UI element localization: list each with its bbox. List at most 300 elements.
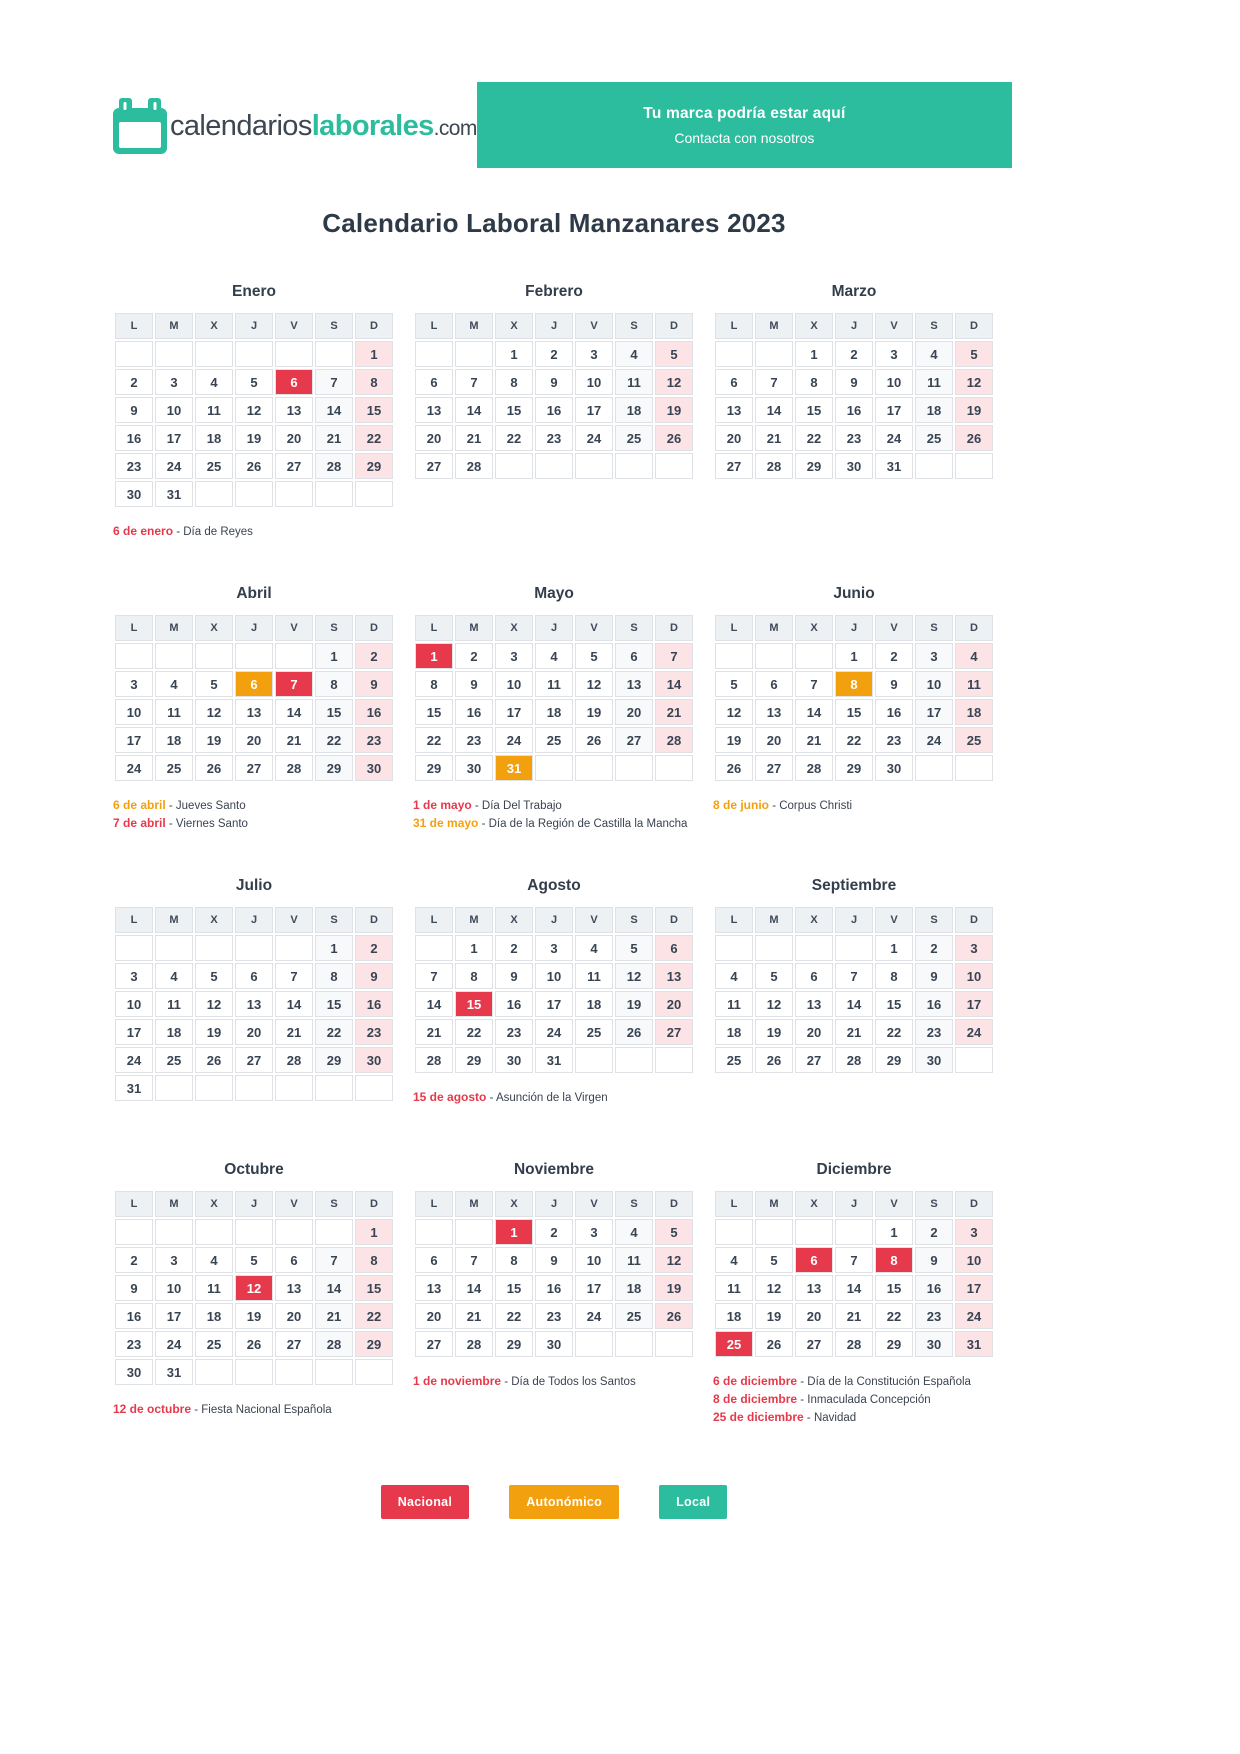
- empty-cell: [195, 1359, 233, 1385]
- holiday-note: 6 de diciembre - Día de la Constitución Española: [713, 1374, 971, 1388]
- day-cell: 19: [715, 727, 753, 753]
- month-notes: [113, 1401, 395, 1419]
- day-cell: 21: [315, 1303, 353, 1329]
- day-cell: 5: [755, 1247, 793, 1273]
- holiday-note-date: 6 de abril: [113, 798, 166, 812]
- weekday-header: J: [835, 907, 873, 933]
- day-cell: 23: [455, 727, 493, 753]
- day-cell: 26: [655, 1303, 693, 1329]
- month-title: Noviembre: [513, 1161, 595, 1178]
- day-cell: 30: [535, 1331, 573, 1357]
- calendar-table: [113, 311, 395, 509]
- day-cell: 28: [315, 453, 353, 479]
- calendar-table: [113, 613, 395, 783]
- holiday-note-date: 8 de junio: [713, 798, 770, 812]
- weekday-header: D: [355, 1191, 393, 1217]
- day-cell-holiday: 6: [795, 1247, 833, 1273]
- day-cell: 5: [575, 643, 613, 669]
- empty-cell: [235, 643, 273, 669]
- weekday-header: L: [415, 907, 453, 933]
- day-cell: 30: [915, 1331, 953, 1357]
- month-mayo: [413, 585, 695, 833]
- holiday-note-date: 15 de agosto: [413, 1090, 487, 1104]
- day-cell: 16: [115, 425, 153, 451]
- day-cell: 9: [915, 963, 953, 989]
- day-cell: 5: [715, 671, 753, 697]
- day-cell: 15: [355, 397, 393, 423]
- holiday-note-date: 6 de diciembre: [713, 1374, 798, 1388]
- day-cell: 1: [875, 1219, 913, 1245]
- weekday-header: L: [415, 313, 453, 339]
- empty-cell: [195, 1219, 233, 1245]
- day-cell: 24: [875, 425, 913, 451]
- day-cell: 10: [155, 397, 193, 423]
- day-cell: 2: [455, 643, 493, 669]
- day-cell: 21: [835, 1019, 873, 1045]
- empty-cell: [615, 1331, 653, 1357]
- holiday-note-date: 1 de noviembre: [413, 1374, 502, 1388]
- day-cell: 15: [495, 1275, 533, 1301]
- day-cell-holiday: 12: [235, 1275, 273, 1301]
- month-notes: [713, 1373, 995, 1427]
- weekday-header: V: [875, 313, 913, 339]
- banner-contact-link[interactable]: Contacta con nosotros: [674, 129, 815, 146]
- empty-cell: [915, 755, 953, 781]
- day-cell: 22: [315, 727, 353, 753]
- weekday-header: D: [655, 615, 693, 641]
- day-cell-holiday: 25: [715, 1331, 753, 1357]
- weekday-header: S: [915, 1191, 953, 1217]
- day-cell: 4: [155, 963, 193, 989]
- calendar-table: [713, 1189, 995, 1359]
- day-cell: 3: [955, 935, 993, 961]
- day-cell: 19: [195, 1019, 233, 1045]
- empty-cell: [655, 755, 693, 781]
- day-cell: 3: [535, 935, 573, 961]
- day-cell: 26: [755, 1047, 793, 1073]
- month-notes: [413, 797, 695, 833]
- day-cell: 13: [795, 1275, 833, 1301]
- weekday-header: V: [275, 615, 313, 641]
- day-cell: 10: [955, 1247, 993, 1273]
- day-cell: 12: [195, 699, 233, 725]
- weekday-header: X: [495, 1191, 533, 1217]
- month-septiembre: [713, 877, 995, 1117]
- day-cell: 4: [615, 1219, 653, 1245]
- weekday-header: J: [835, 1191, 873, 1217]
- day-cell: 5: [195, 671, 233, 697]
- day-cell: 11: [195, 1275, 233, 1301]
- day-cell: 15: [795, 397, 833, 423]
- empty-cell: [415, 935, 453, 961]
- empty-cell: [835, 1219, 873, 1245]
- day-cell: 14: [835, 1275, 873, 1301]
- empty-cell: [315, 1359, 353, 1385]
- day-cell: 2: [115, 1247, 153, 1273]
- weekday-header: X: [195, 907, 233, 933]
- day-cell: 13: [795, 991, 833, 1017]
- holiday-note: 1 de mayo - Día Del Trabajo: [413, 798, 562, 812]
- day-cell: 20: [275, 1303, 313, 1329]
- day-cell: 27: [755, 755, 793, 781]
- day-cell: 4: [535, 643, 573, 669]
- day-cell: 18: [715, 1019, 753, 1045]
- empty-cell: [575, 453, 613, 479]
- day-cell: 13: [275, 1275, 313, 1301]
- day-cell: 13: [715, 397, 753, 423]
- empty-cell: [655, 1331, 693, 1357]
- day-cell: 30: [115, 481, 153, 507]
- month-title: Enero: [232, 283, 276, 300]
- empty-cell: [195, 341, 233, 367]
- calendar-logo-icon: [113, 98, 167, 154]
- empty-cell: [795, 935, 833, 961]
- day-cell: 18: [715, 1303, 753, 1329]
- day-cell: 29: [355, 1331, 393, 1357]
- empty-cell: [115, 341, 153, 367]
- day-cell: 25: [915, 425, 953, 451]
- day-cell: 17: [155, 1303, 193, 1329]
- day-cell: 27: [655, 1019, 693, 1045]
- day-cell: 25: [615, 425, 653, 451]
- empty-cell: [955, 755, 993, 781]
- day-cell: 25: [615, 1303, 653, 1329]
- weekday-header: D: [955, 907, 993, 933]
- day-cell: 31: [155, 1359, 193, 1385]
- empty-cell: [455, 1219, 493, 1245]
- weekday-header: J: [535, 615, 573, 641]
- empty-cell: [835, 935, 873, 961]
- holiday-note: 8 de junio - Corpus Christi: [713, 798, 853, 812]
- day-cell: 25: [155, 1047, 193, 1073]
- day-cell: 24: [955, 1019, 993, 1045]
- day-cell-holiday: 7: [275, 671, 313, 697]
- day-cell: 22: [835, 727, 873, 753]
- weekday-header: V: [575, 1191, 613, 1217]
- holiday-note: 25 de diciembre - Navidad: [713, 1410, 857, 1424]
- day-cell: 11: [575, 963, 613, 989]
- weekday-header: D: [355, 615, 393, 641]
- day-cell: 14: [275, 699, 313, 725]
- day-cell: 11: [915, 369, 953, 395]
- day-cell: 7: [275, 963, 313, 989]
- day-cell: 27: [235, 755, 273, 781]
- empty-cell: [575, 1331, 613, 1357]
- day-cell: 20: [235, 1019, 273, 1045]
- empty-cell: [615, 1047, 653, 1073]
- months-grid: [113, 283, 995, 1427]
- calendar-table: [413, 905, 695, 1075]
- empty-cell: [155, 935, 193, 961]
- weekday-header: M: [155, 313, 193, 339]
- holiday-note: 12 de octubre - Fiesta Nacional Española: [113, 1402, 332, 1416]
- day-cell: 10: [575, 1247, 613, 1273]
- day-cell: 22: [355, 425, 393, 451]
- day-cell: 28: [755, 453, 793, 479]
- day-cell: 19: [755, 1019, 793, 1045]
- day-cell: 16: [495, 991, 533, 1017]
- day-cell: 6: [755, 671, 793, 697]
- weekday-header: S: [315, 313, 353, 339]
- day-cell: 12: [655, 369, 693, 395]
- day-cell: 19: [235, 425, 273, 451]
- day-cell: 15: [875, 1275, 913, 1301]
- day-cell: 4: [195, 1247, 233, 1273]
- weekday-header: M: [755, 615, 793, 641]
- day-cell: 7: [315, 1247, 353, 1273]
- month-notes: [113, 797, 395, 833]
- day-cell: 8: [415, 671, 453, 697]
- empty-cell: [155, 643, 193, 669]
- holiday-note: 7 de abril - Viernes Santo: [113, 816, 248, 830]
- day-cell-holiday: 1: [415, 643, 453, 669]
- day-cell: 17: [875, 397, 913, 423]
- day-cell: 29: [835, 755, 873, 781]
- day-cell: 14: [755, 397, 793, 423]
- day-cell: 6: [655, 935, 693, 961]
- day-cell: 17: [955, 991, 993, 1017]
- day-cell: 29: [795, 453, 833, 479]
- month-febrero: [413, 283, 695, 541]
- day-cell: 11: [155, 991, 193, 1017]
- weekday-header: D: [355, 313, 393, 339]
- day-cell: 2: [915, 935, 953, 961]
- day-cell-holiday: 15: [455, 991, 493, 1017]
- weekday-header: S: [915, 313, 953, 339]
- day-cell: 3: [495, 643, 533, 669]
- empty-cell: [955, 1047, 993, 1073]
- day-cell: 30: [355, 755, 393, 781]
- weekday-header: M: [155, 1191, 193, 1217]
- day-cell: 20: [415, 425, 453, 451]
- weekday-header: S: [615, 1191, 653, 1217]
- day-cell: 17: [915, 699, 953, 725]
- day-cell: 14: [835, 991, 873, 1017]
- day-cell: 16: [355, 991, 393, 1017]
- weekday-header: L: [115, 1191, 153, 1217]
- empty-cell: [355, 481, 393, 507]
- day-cell: 27: [795, 1331, 833, 1357]
- day-cell: 25: [195, 453, 233, 479]
- logo-text: [170, 110, 477, 143]
- day-cell: 24: [155, 1331, 193, 1357]
- day-cell: 14: [795, 699, 833, 725]
- site-logo[interactable]: [113, 98, 477, 154]
- day-cell: 23: [915, 1303, 953, 1329]
- day-cell: 28: [455, 453, 493, 479]
- weekday-header: X: [795, 313, 833, 339]
- day-cell: 2: [355, 643, 393, 669]
- day-cell: 17: [115, 727, 153, 753]
- day-cell: 1: [795, 341, 833, 367]
- day-cell: 20: [655, 991, 693, 1017]
- weekday-header: X: [495, 615, 533, 641]
- day-cell: 11: [615, 1247, 653, 1273]
- day-cell: 3: [115, 963, 153, 989]
- day-cell: 2: [355, 935, 393, 961]
- day-cell: 22: [875, 1303, 913, 1329]
- day-cell: 21: [655, 699, 693, 725]
- legend-autonomico-button[interactable]: Autonómico: [509, 1485, 619, 1519]
- day-cell: 9: [115, 397, 153, 423]
- day-cell-holiday: 6: [275, 369, 313, 395]
- empty-cell: [495, 453, 533, 479]
- day-cell: 19: [195, 727, 233, 753]
- day-cell: 13: [275, 397, 313, 423]
- day-cell: 24: [155, 453, 193, 479]
- day-cell: 31: [115, 1075, 153, 1101]
- day-cell: 4: [715, 963, 753, 989]
- legend-nacional-button[interactable]: Nacional: [381, 1485, 470, 1519]
- calendar-table: [413, 1189, 695, 1359]
- day-cell: 18: [615, 397, 653, 423]
- day-cell: 24: [915, 727, 953, 753]
- day-cell: 5: [615, 935, 653, 961]
- empty-cell: [275, 643, 313, 669]
- holiday-note: 6 de enero - Día de Reyes: [113, 524, 253, 538]
- day-cell: 20: [235, 727, 273, 753]
- month-title: Octubre: [224, 1161, 284, 1178]
- day-cell: 2: [835, 341, 873, 367]
- empty-cell: [415, 341, 453, 367]
- day-cell: 18: [575, 991, 613, 1017]
- empty-cell: [315, 1219, 353, 1245]
- day-cell: 16: [535, 1275, 573, 1301]
- empty-cell: [315, 341, 353, 367]
- day-cell: 10: [915, 671, 953, 697]
- day-cell: 2: [875, 643, 913, 669]
- empty-cell: [715, 643, 753, 669]
- weekday-header: M: [455, 907, 493, 933]
- weekday-header: J: [535, 313, 573, 339]
- day-cell: 10: [955, 963, 993, 989]
- day-cell: 21: [795, 727, 833, 753]
- day-cell: 26: [615, 1019, 653, 1045]
- day-cell: 10: [115, 699, 153, 725]
- empty-cell: [455, 341, 493, 367]
- day-cell: 3: [115, 671, 153, 697]
- day-cell: 20: [795, 1019, 833, 1045]
- empty-cell: [755, 1219, 793, 1245]
- day-cell: 12: [755, 1275, 793, 1301]
- day-cell: 13: [615, 671, 653, 697]
- day-cell: 21: [415, 1019, 453, 1045]
- ad-banner[interactable]: [477, 82, 1012, 168]
- day-cell: 22: [795, 425, 833, 451]
- logo-highlight: laborales: [311, 109, 434, 142]
- day-cell: 9: [535, 1247, 573, 1273]
- day-cell: 21: [835, 1303, 873, 1329]
- weekday-header: M: [155, 907, 193, 933]
- day-cell: 26: [715, 755, 753, 781]
- empty-cell: [195, 643, 233, 669]
- weekday-header: S: [915, 907, 953, 933]
- weekday-header: X: [195, 313, 233, 339]
- day-cell: 1: [455, 935, 493, 961]
- month-marzo: [713, 283, 995, 541]
- day-cell: 7: [755, 369, 793, 395]
- day-cell: 23: [355, 1019, 393, 1045]
- day-cell: 23: [835, 425, 873, 451]
- day-cell: 26: [235, 453, 273, 479]
- day-cell: 31: [155, 481, 193, 507]
- day-cell: 31: [875, 453, 913, 479]
- day-cell: 9: [535, 369, 573, 395]
- month-title: Mayo: [534, 585, 574, 602]
- calendar-table: [113, 905, 395, 1103]
- day-cell: 23: [875, 727, 913, 753]
- day-cell: 10: [155, 1275, 193, 1301]
- day-cell: 24: [575, 425, 613, 451]
- weekday-header: S: [615, 615, 653, 641]
- day-cell: 1: [875, 935, 913, 961]
- weekday-header: L: [715, 1191, 753, 1217]
- day-cell: 7: [315, 369, 353, 395]
- calendar-table: [413, 613, 695, 783]
- day-cell: 30: [355, 1047, 393, 1073]
- month-notes: [113, 523, 395, 541]
- month-notes: [713, 797, 995, 815]
- weekday-header: X: [195, 615, 233, 641]
- empty-cell: [275, 935, 313, 961]
- banner-headline: Tu marca podría estar aquí: [643, 104, 846, 122]
- weekday-header: L: [115, 907, 153, 933]
- empty-cell: [115, 643, 153, 669]
- legend: [113, 1485, 995, 1519]
- calendar-table: [413, 311, 695, 481]
- day-cell: 27: [235, 1047, 273, 1073]
- day-cell: 29: [875, 1047, 913, 1073]
- day-cell: 13: [415, 1275, 453, 1301]
- day-cell: 30: [495, 1047, 533, 1073]
- holiday-note-date: 25 de diciembre: [713, 1410, 804, 1424]
- day-cell: 12: [575, 671, 613, 697]
- empty-cell: [235, 1075, 273, 1101]
- day-cell: 21: [275, 1019, 313, 1045]
- empty-cell: [795, 1219, 833, 1245]
- month-junio: [713, 585, 995, 833]
- holiday-note: 6 de abril - Jueves Santo: [113, 798, 246, 812]
- legend-local-button[interactable]: Local: [659, 1485, 727, 1519]
- day-cell: 30: [875, 755, 913, 781]
- day-cell: 30: [115, 1359, 153, 1385]
- day-cell: 5: [955, 341, 993, 367]
- day-cell: 3: [155, 369, 193, 395]
- day-cell: 18: [195, 1303, 233, 1329]
- weekday-header: V: [575, 615, 613, 641]
- empty-cell: [235, 935, 273, 961]
- day-cell: 13: [235, 991, 273, 1017]
- day-cell: 13: [415, 397, 453, 423]
- weekday-header: S: [915, 615, 953, 641]
- day-cell: 7: [655, 643, 693, 669]
- day-cell: 27: [275, 1331, 313, 1357]
- day-cell: 16: [875, 699, 913, 725]
- empty-cell: [715, 1219, 753, 1245]
- day-cell: 15: [495, 397, 533, 423]
- holiday-note-date: 1 de mayo: [413, 798, 472, 812]
- day-cell: 1: [835, 643, 873, 669]
- day-cell: 29: [455, 1047, 493, 1073]
- day-cell: 9: [915, 1247, 953, 1273]
- day-cell: 31: [955, 1331, 993, 1357]
- weekday-header: M: [755, 1191, 793, 1217]
- day-cell-holiday: 8: [875, 1247, 913, 1273]
- empty-cell: [235, 1359, 273, 1385]
- day-cell: 25: [715, 1047, 753, 1073]
- empty-cell: [715, 935, 753, 961]
- day-cell: 1: [355, 1219, 393, 1245]
